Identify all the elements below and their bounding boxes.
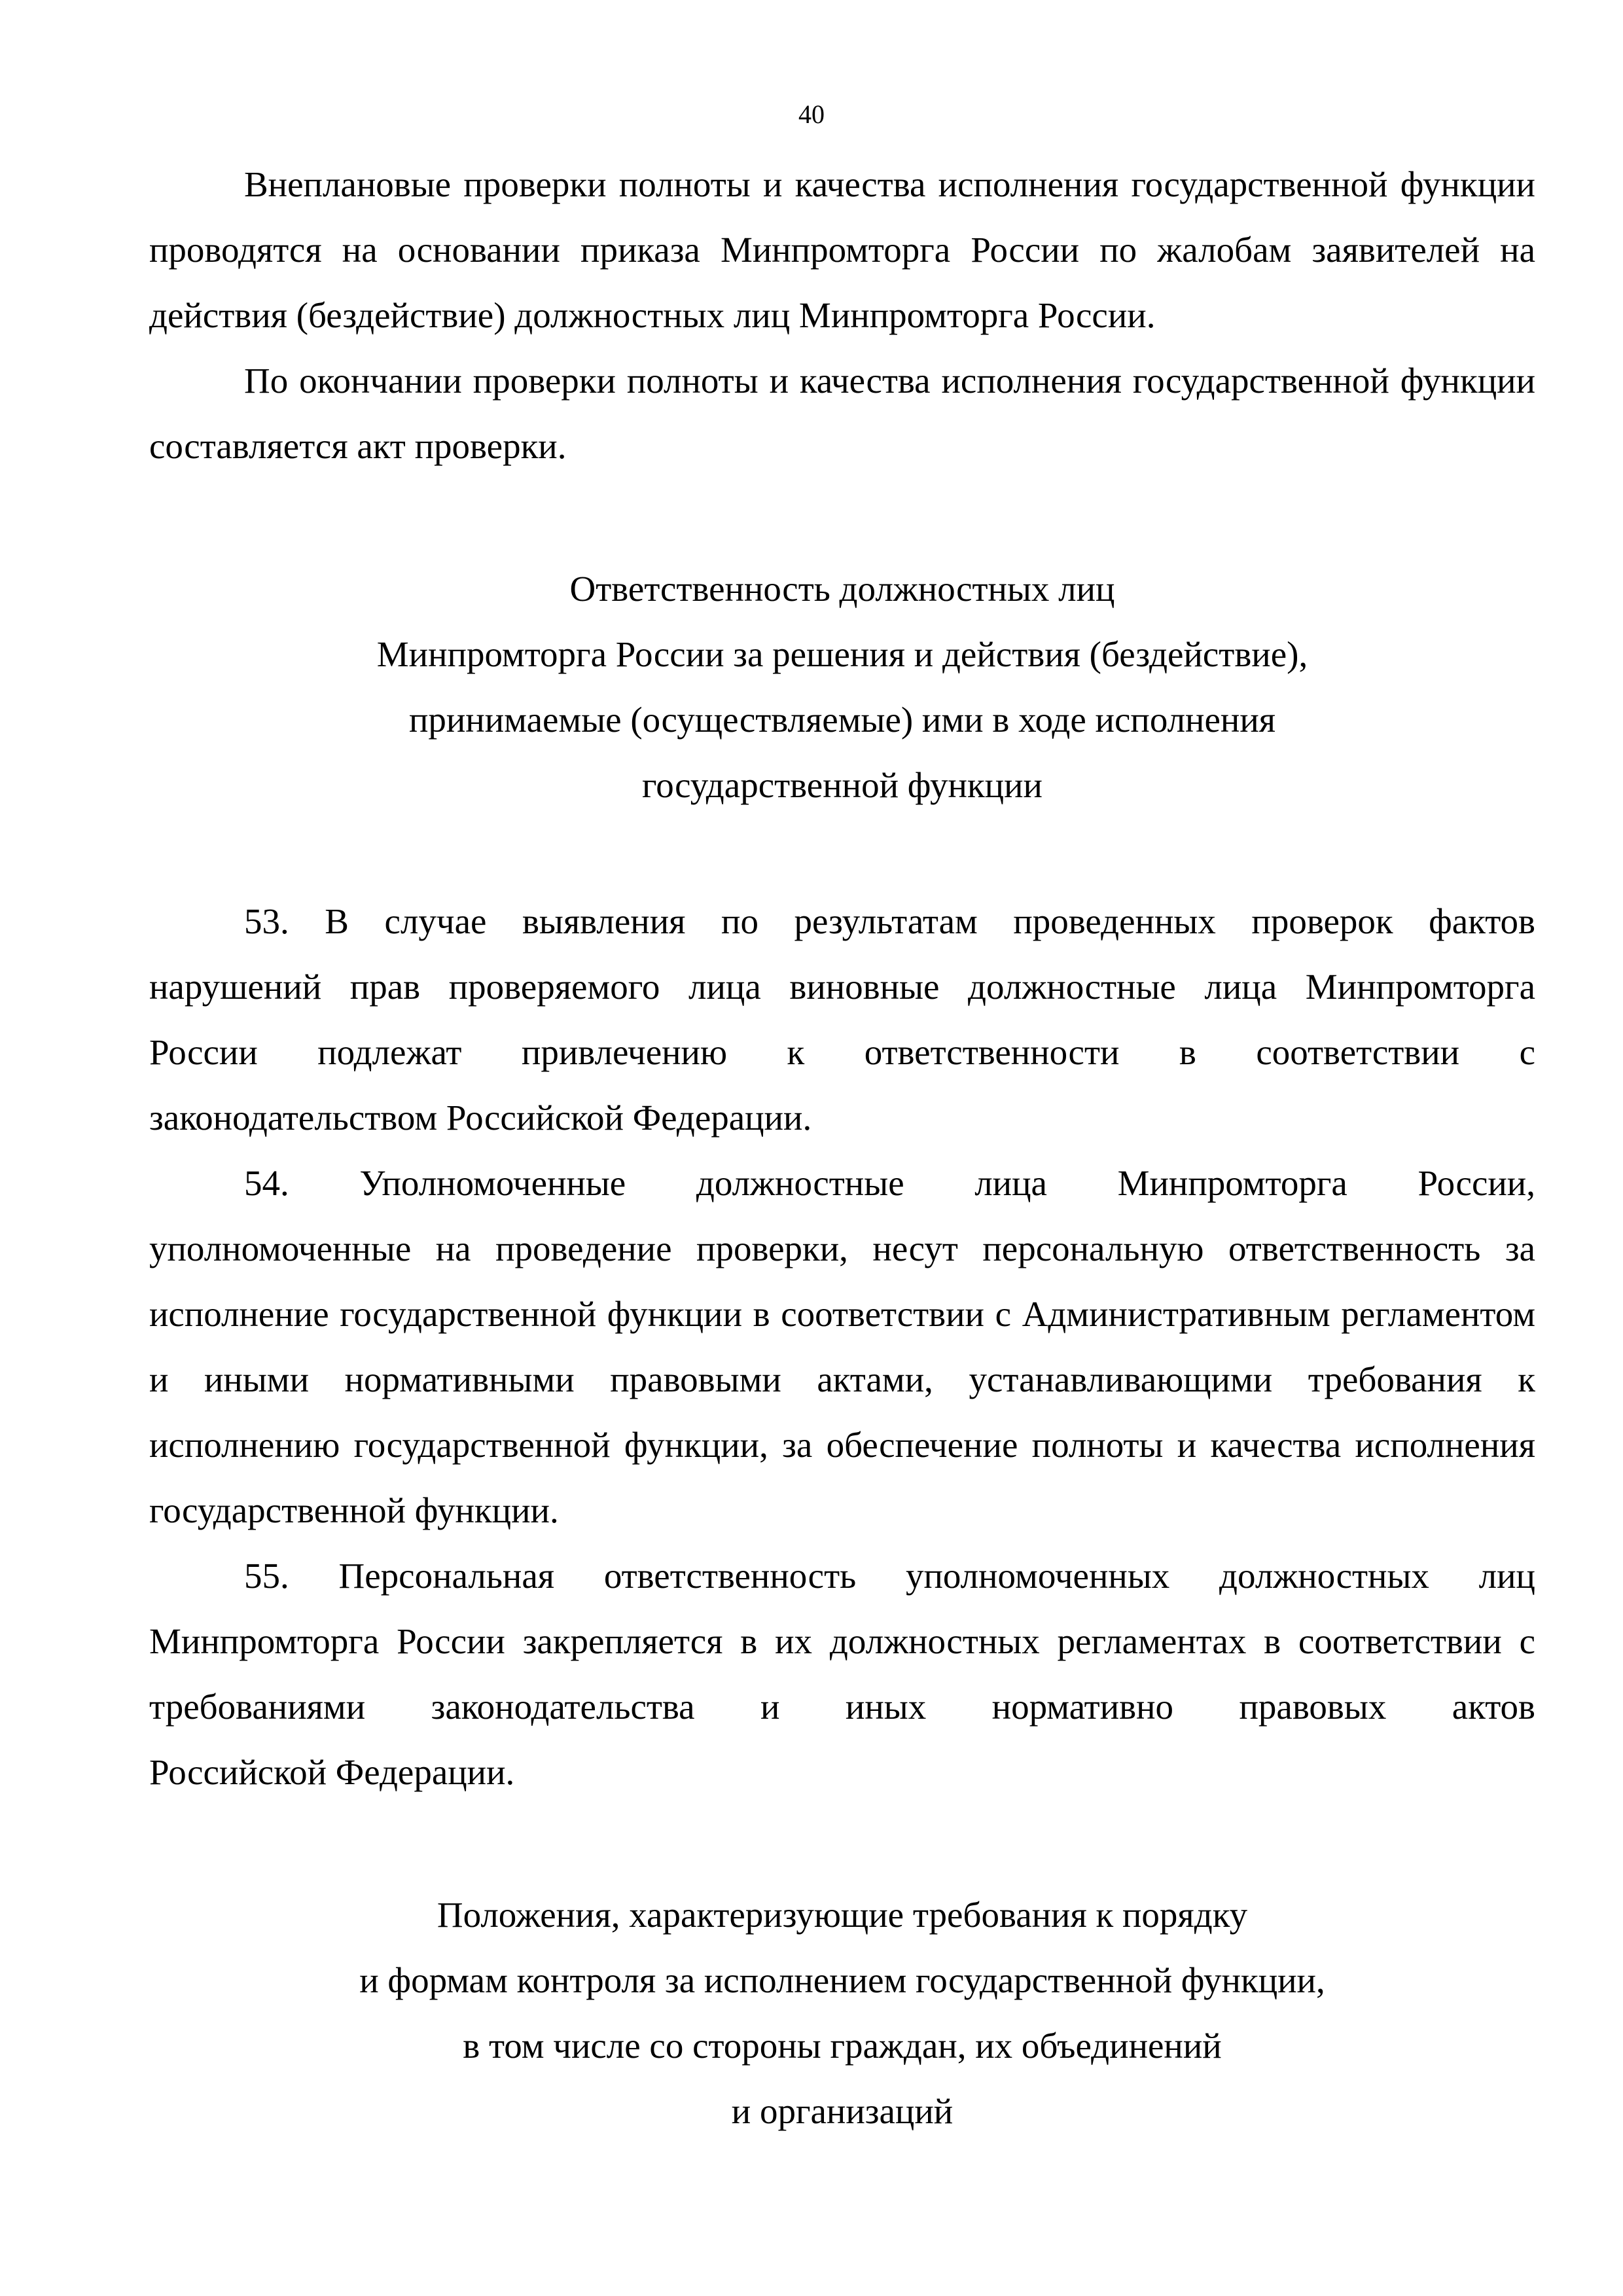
document-body xyxy=(149,152,1535,2144)
heading-line: в том числе со стороны граждан, их объединений xyxy=(463,2026,1222,2066)
heading-line: Минпромторга России за решения и действия (бездействие), xyxy=(376,634,1308,674)
heading-line: принимаемые (осуществляемые) ими в ходе исполнения xyxy=(408,700,1276,740)
heading-line: Положения, характеризующие требования к порядку xyxy=(437,1895,1248,1935)
item-53 xyxy=(149,889,1535,1151)
heading-line: Ответственность должностных лиц xyxy=(569,569,1115,609)
item-53-line: 53. В случае выявления по результатам проведенных проверок фактов xyxy=(244,901,1535,941)
item-54 xyxy=(149,1151,1535,1543)
heading-line: государственной функции xyxy=(642,765,1043,805)
item-55-line: Минпромторга России закрепляется в их должностных регламентах в соответствии с xyxy=(149,1621,1535,1661)
item-55-line: требованиями законодательства и иных нормативно правовых актов xyxy=(149,1687,1535,1727)
item-55-line: 55. Персональная ответственность уполномоченных должностных лиц xyxy=(244,1556,1535,1596)
item-53-line: законодательством Российской Федерации. xyxy=(149,1098,812,1138)
heading-line: и формам контроля за исполнением государственной функции, xyxy=(359,1960,1325,2000)
paragraph-unscheduled-inspections: Внеплановые проверки полноты и качества исполнения государственной функции проводятся на основании приказа Минпромторга России по жалобам заявителей на действия (бездействие) должностных лиц Минпромторга России. xyxy=(149,164,1535,335)
item-55 xyxy=(149,1543,1535,1805)
section-heading-control xyxy=(149,1882,1535,2144)
item-53-line: нарушений прав проверяемого лица виновные должностные лица Минпромторга xyxy=(149,967,1535,1007)
item-54-line: 54. Уполномоченные должностные лица Минпромторга России, xyxy=(244,1163,1535,1203)
item-54-text: уполномоченные на проведение проверки, несут персональную ответственность за исполнение государственной функции в соответствии с Административным регламентом и иными нормативными правовыми актами, устанавливающими требования к исполнению государственной функции, за обеспечение полноты и качества исполнения государственной функции. xyxy=(149,1229,1535,1530)
item-55-line: Российской Федерации. xyxy=(149,1752,515,1792)
item-53-line: России подлежат привлечению к ответственности в соответствии с xyxy=(149,1032,1535,1072)
paragraph-inspection-act: По окончании проверки полноты и качества исполнения государственной функции составляется акт проверки. xyxy=(149,361,1535,466)
section-heading-responsibility xyxy=(149,556,1535,818)
page-number: 40 xyxy=(798,99,825,129)
heading-line: и организаций xyxy=(731,2091,954,2131)
